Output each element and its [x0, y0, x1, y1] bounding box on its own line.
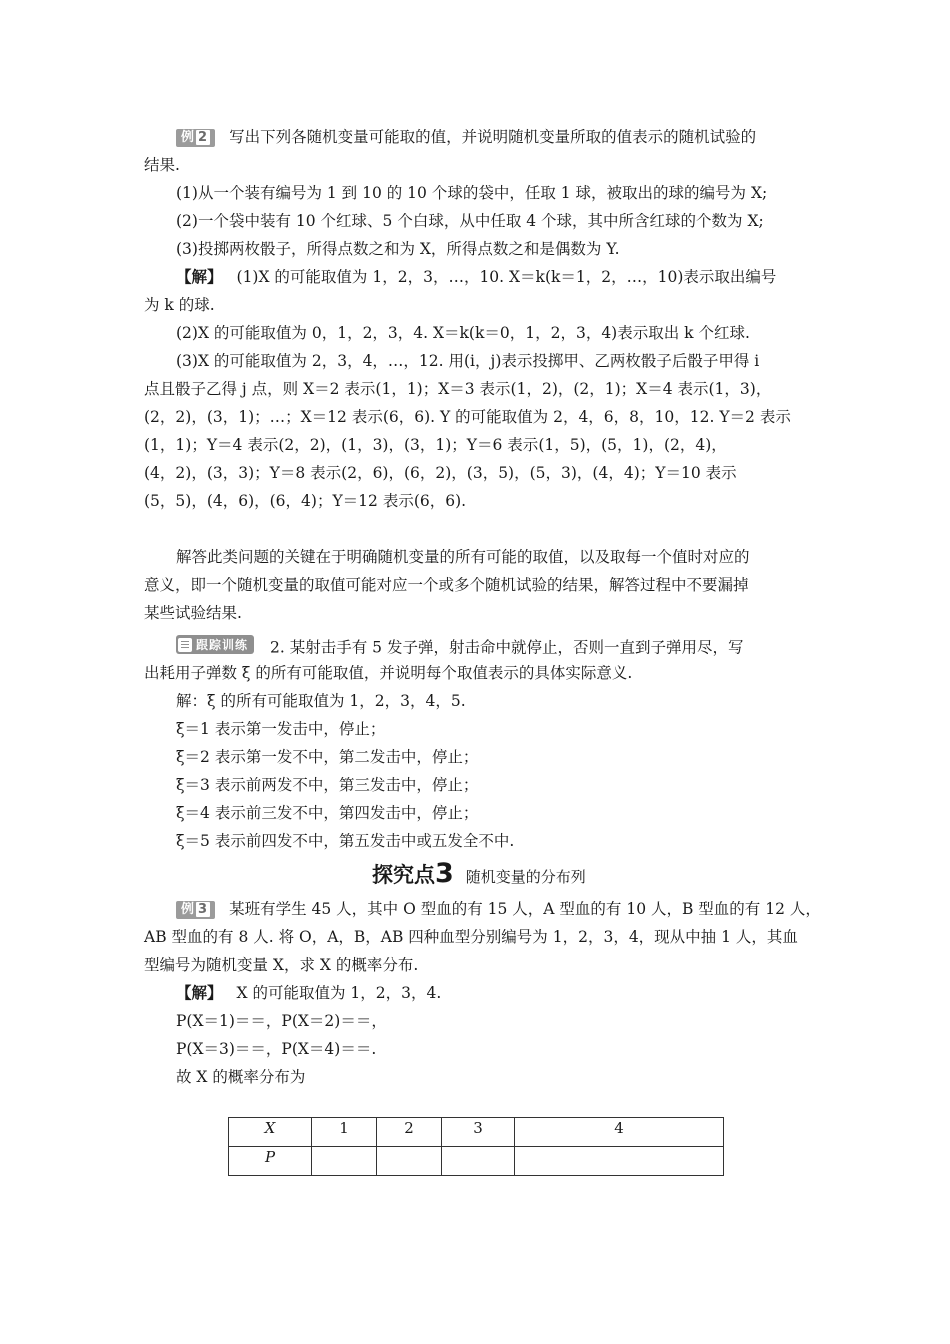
training-line-1: 跟踪训练 2. 某射击手有 5 发子弹，射击命中就停止，否则一直到子弹用尽，写: [176, 635, 846, 658]
training-line-2: 出耗用子弹数 ξ 的所有可能取值，并说明每个取值表示的具体实际意义.: [144, 664, 633, 682]
example3-solution-2: P(X＝1)＝＝，P(X＝2)＝＝，: [176, 1012, 387, 1030]
example-badge: 例 2: [176, 129, 215, 147]
example2-prompt-cont: 结果.: [144, 156, 180, 174]
table-cell: [515, 1147, 724, 1176]
note-line-2: 意义，即一个随机变量的取值可能对应一个或多个随机试验的结果，解答过程中不要漏掉: [144, 576, 749, 594]
note-line-1: 解答此类问题的关键在于明确随机变量的所有可能的取值，以及取每一个值时对应的: [176, 548, 750, 566]
example2-solution-line-1: 【解】 (1)X 的可能取值为 1，2，3，…，10. X＝k(k＝1，2，…，10)表示取出编号: [176, 267, 777, 286]
example2-solution-line-7: (1，1)；Y＝4 表示(2，2)，(1，3)，(3，1)；Y＝6 表示(1，5)，(5，1)，(2，4)，: [144, 436, 727, 454]
training-answer-1: ξ＝1 表示第一发击中，停止；: [176, 720, 386, 738]
table-cell: [377, 1147, 442, 1176]
example2-solution-line-3: (2)X 的可能取值为 0，1，2，3，4. X＝k(k＝0，1，2，3，4)表示取出 k 个红球.: [176, 324, 750, 342]
example3-line-1: 例 3 某班有学生 45 人，其中 O 型血的有 15 人，A 型血的有 10 人，B 型血的有 12 人，: [176, 899, 846, 919]
table-cell: 1: [312, 1118, 377, 1147]
example2-solution-line-8: (4，2)，(3，3)；Y＝8 表示(2，6)，(6，2)，(3，5)，(5，3)，(4，4)；Y＝10 表示: [144, 464, 737, 482]
probability-table: [228, 1117, 724, 1176]
example3-solution-3: P(X＝3)＝＝，P(X＝4)＝＝.: [176, 1040, 377, 1058]
table-cell: 4: [515, 1118, 724, 1147]
table-row-label: P: [229, 1147, 312, 1176]
note-line-3: 某些试验结果.: [144, 604, 242, 622]
example3-solution-1: 【解】 X 的可能取值为 1，2，3，4.: [176, 983, 442, 1002]
example-badge: 例 3: [176, 901, 215, 919]
example2-question-2: (2)一个袋中装有 10 个红球、5 个白球，从中任取 4 个球，其中所含红球的个数为 X;: [176, 212, 764, 230]
example3-line-3: 型编号为随机变量 X，求 X 的概率分布.: [144, 956, 419, 974]
example2-question-1: (1)从一个装有编号为 1 到 10 的 10 个球的袋中，任取 1 球，被取出的球的编号为 X;: [176, 184, 768, 202]
notebook-icon: [178, 638, 192, 652]
training-answer-3: ξ＝3 表示前两发不中，第三发击中，停止；: [176, 776, 479, 794]
table-cell: 3: [442, 1118, 515, 1147]
training-answer-4: ξ＝4 表示前三发不中，第四发击中，停止；: [176, 804, 479, 822]
table-header-label: X: [229, 1118, 312, 1147]
section-heading: [372, 858, 586, 889]
table-cell: [442, 1147, 515, 1176]
table-row: [229, 1147, 724, 1176]
solution-label: 【解】: [176, 983, 223, 1002]
table-row: [229, 1118, 724, 1147]
example3-line-2: AB 型血的有 8 人. 将 O，A，B，AB 四种血型分别编号为 1，2，3，4，现从中抽 1 人，其血: [144, 928, 798, 946]
section-number: 探究点3: [372, 858, 454, 889]
training-answer-2: ξ＝2 表示第一发不中，第二发击中，停止；: [176, 748, 479, 766]
example2-solution-line-4: (3)X 的可能取值为 2，3，4，…，12. 用(i，j)表示投掷甲、乙两枚骰子后骰子甲得 i: [176, 352, 760, 370]
table-cell: [312, 1147, 377, 1176]
training-badge: 跟踪训练: [176, 635, 254, 654]
example2-solution-line-6: (2，2)，(3，1)；…；X＝12 表示(6，6). Y 的可能取值为 2，4，6，8，10，12. Y＝2 表示: [144, 408, 791, 426]
training-answer-5: ξ＝5 表示前四发不中，第五发击中或五发全不中.: [176, 832, 515, 850]
training-answer-intro: 解：ξ 的所有可能取值为 1，2，3，4，5.: [176, 692, 466, 710]
example3-solution-4: 故 X 的概率分布为: [176, 1068, 306, 1086]
solution-label: 【解】: [176, 267, 223, 286]
section-subtitle: 随机变量的分布列: [465, 868, 586, 886]
example2-solution-line-2: 为 k 的球.: [144, 296, 215, 314]
table-cell: 2: [377, 1118, 442, 1147]
example2-solution-line-9: (5，5)，(4，6)，(6，4)；Y＝12 表示(6，6).: [144, 492, 467, 510]
example2-solution-line-5: 点且骰子乙得 j 点，则 X＝2 表示(1，1)；X＝3 表示(1，2)，(2，1)；X＝4 表示(1，3)，: [144, 380, 772, 398]
example2-prompt-line: 例 2 写出下列各随机变量可能取的值，并说明随机变量所取的值表示的随机试验的: [176, 127, 846, 147]
example2-question-3: (3)投掷两枚骰子，所得点数之和为 X，所得点数之和是偶数为 Y.: [176, 240, 620, 258]
